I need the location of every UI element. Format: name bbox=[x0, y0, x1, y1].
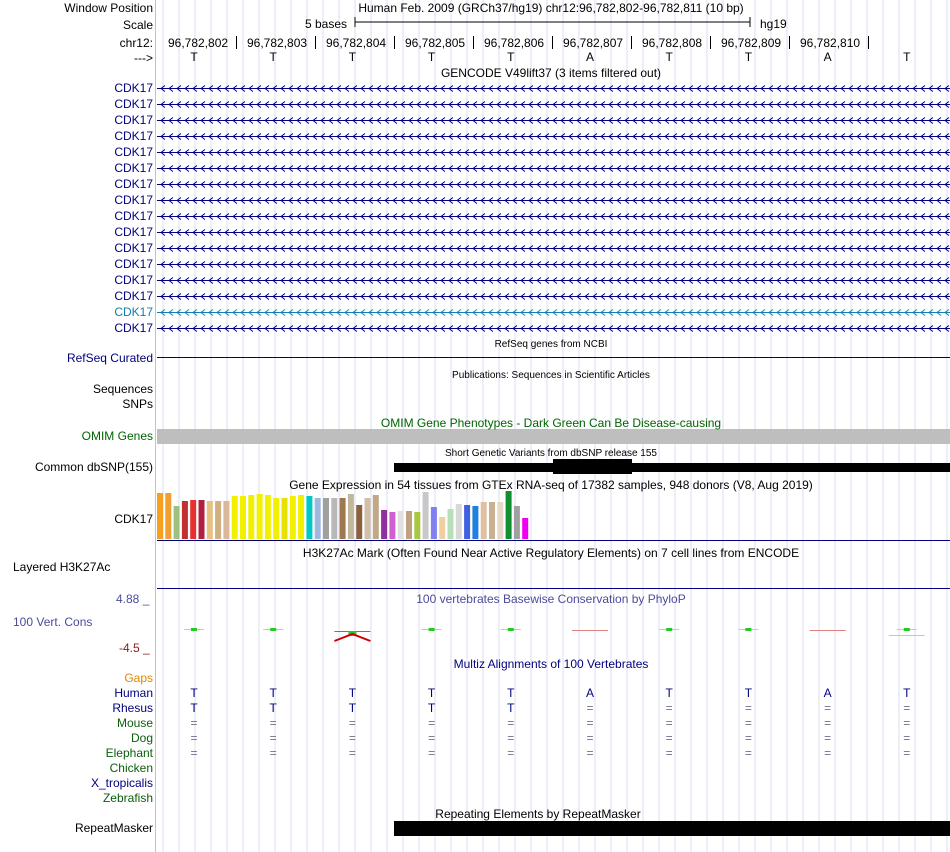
gtex-tissue-bar bbox=[182, 501, 188, 539]
multiz-base: = bbox=[586, 701, 594, 715]
cons-mark bbox=[191, 628, 197, 631]
multiz-base: = bbox=[824, 746, 832, 760]
multiz-base: = bbox=[269, 746, 277, 760]
gtex-tissue-bar bbox=[472, 506, 478, 539]
gencode-gene-label[interactable]: CDK17 bbox=[114, 225, 153, 239]
cons-max-label: 4.88 _ bbox=[116, 592, 150, 606]
gtex-tissue-bar bbox=[248, 495, 254, 539]
position-label: 96,782,802 bbox=[168, 36, 229, 50]
multiz-base: = bbox=[744, 716, 752, 730]
cons-mark bbox=[270, 628, 276, 631]
base-letter: T bbox=[665, 50, 673, 64]
refseq-track-title: RefSeq genes from NCBI bbox=[494, 339, 608, 350]
gtex-tissue-bar bbox=[257, 494, 263, 539]
multiz-base: = bbox=[269, 731, 277, 745]
strand-arrow-label: ---> bbox=[134, 51, 153, 65]
h3k27ac-track-title: H3K27Ac Mark (Often Found Near Active Regulatory Elements) on 7 cell lines from ENCODE bbox=[302, 546, 800, 560]
gtex-tissue-bar bbox=[165, 493, 171, 539]
gencode-gene-label[interactable]: CDK17 bbox=[114, 321, 153, 335]
gtex-tissue-bar bbox=[273, 498, 279, 539]
multiz-base: = bbox=[428, 746, 436, 760]
multiz-base: T bbox=[190, 701, 198, 715]
multiz-species-label[interactable]: Rhesus bbox=[112, 701, 153, 715]
gtex-tissue-bar bbox=[439, 517, 445, 539]
gtex-tissue-bar bbox=[356, 505, 362, 539]
repeatmasker-track-label[interactable]: RepeatMasker bbox=[74, 821, 153, 835]
base-letter: T bbox=[348, 50, 357, 64]
gtex-tissue-bar bbox=[514, 506, 520, 539]
omim-track-label[interactable]: OMIM Genes bbox=[81, 429, 153, 443]
position-label: 96,782,809 bbox=[721, 36, 782, 50]
gtex-tissue-bar bbox=[506, 491, 512, 539]
gencode-gene-label[interactable]: CDK17 bbox=[114, 81, 153, 95]
gencode-gene-label[interactable]: CDK17 bbox=[114, 177, 153, 191]
gencode-gene-label[interactable]: CDK17 bbox=[114, 305, 153, 319]
gencode-gene-label[interactable]: CDK17 bbox=[114, 113, 153, 127]
position-label: 96,782,804 bbox=[326, 36, 387, 50]
gtex-tissue-bar bbox=[464, 505, 470, 539]
multiz-base: A bbox=[585, 686, 595, 700]
gtex-tissue-bar bbox=[489, 502, 495, 539]
multiz-base: = bbox=[744, 701, 752, 715]
gtex-tissue-bar bbox=[232, 496, 238, 539]
chrom-label: chr12: bbox=[119, 36, 153, 50]
cons-min-label: -4.5 _ bbox=[119, 641, 150, 655]
gtex-tissue-bar bbox=[207, 501, 213, 539]
scale-text: 5 bases bbox=[305, 17, 348, 31]
position-label: 96,782,805 bbox=[405, 36, 466, 50]
dbsnp-track-title: Short Genetic Variants from dbSNP release 155 bbox=[445, 448, 657, 459]
multiz-species-label[interactable]: Dog bbox=[130, 731, 153, 745]
gtex-tissue-bar bbox=[398, 511, 404, 539]
dbsnp-track-label[interactable]: Common dbSNP(155) bbox=[34, 460, 153, 474]
gtex-tissue-bar bbox=[348, 494, 354, 539]
multiz-base: = bbox=[824, 701, 832, 715]
gtex-tissue-bar bbox=[157, 493, 163, 539]
gtex-tissue-bar bbox=[340, 498, 346, 539]
window-position-value: Human Feb. 2009 (GRCh37/hg19) chr12:96,782,802-96,782,811 (10 bp) bbox=[358, 1, 744, 15]
multiz-base: = bbox=[903, 731, 911, 745]
base-letter: T bbox=[744, 50, 753, 64]
position-label: 96,782,803 bbox=[247, 36, 308, 50]
gtex-tissue-bar bbox=[290, 496, 296, 539]
multiz-base: T bbox=[507, 701, 515, 715]
gtex-tissue-bar bbox=[431, 507, 437, 539]
gtex-tissue-bar bbox=[215, 501, 221, 539]
base-letter: T bbox=[507, 50, 515, 64]
multiz-base: T bbox=[269, 686, 277, 700]
multiz-species-label[interactable]: Human bbox=[114, 686, 153, 700]
gtex-tissue-bar bbox=[481, 502, 487, 539]
cons-track-label[interactable]: 100 Vert. Cons bbox=[13, 615, 93, 629]
gtex-tissue-bar bbox=[456, 504, 462, 539]
multiz-base: = bbox=[744, 731, 752, 745]
multiz-base: T bbox=[903, 686, 911, 700]
base-letter: T bbox=[427, 50, 436, 64]
gtex-tissue-bar bbox=[223, 501, 229, 539]
gtex-tissue-bar bbox=[323, 498, 329, 539]
multiz-track-title: Multiz Alignments of 100 Vertebrates bbox=[453, 657, 649, 671]
gtex-tissue-bar bbox=[414, 512, 420, 539]
multiz-base: = bbox=[428, 716, 436, 730]
multiz-base: T bbox=[348, 686, 357, 700]
multiz-base: = bbox=[665, 731, 673, 745]
multiz-base: = bbox=[665, 701, 673, 715]
gencode-gene-label[interactable]: CDK17 bbox=[114, 145, 153, 159]
multiz-base: A bbox=[823, 686, 832, 700]
gtex-track-title: Gene Expression in 54 tissues from GTEx RNA-seq of 17382 samples, 948 donors (V8, Aug 2019) bbox=[289, 478, 813, 492]
gtex-tissue-bar bbox=[298, 495, 304, 539]
multiz-base: = bbox=[824, 716, 832, 730]
cons-mark bbox=[904, 628, 910, 631]
base-letter: A bbox=[823, 50, 832, 64]
gtex-tissue-bar bbox=[423, 492, 429, 539]
gtex-tissue-bar bbox=[282, 498, 288, 539]
publications-sequences-label[interactable]: Sequences bbox=[92, 382, 153, 396]
multiz-base: = bbox=[190, 731, 198, 745]
dbsnp-variant-block bbox=[553, 459, 632, 474]
base-letter: T bbox=[269, 50, 277, 64]
publications-snps-label[interactable]: SNPs bbox=[122, 397, 153, 411]
multiz-base: = bbox=[348, 731, 356, 745]
cons-negative-mark bbox=[334, 634, 370, 641]
multiz-base: = bbox=[348, 746, 356, 760]
gtex-tissue-bar bbox=[365, 498, 371, 539]
gtex-tissue-bar bbox=[448, 509, 454, 539]
multiz-base: T bbox=[269, 701, 277, 715]
base-letter: T bbox=[903, 50, 911, 64]
h3k27ac-track-label[interactable]: Layered H3K27Ac bbox=[13, 560, 111, 574]
gtex-tissue-bar bbox=[406, 511, 412, 539]
base-letter: T bbox=[190, 50, 198, 64]
gtex-tissue-bar bbox=[389, 512, 395, 539]
multiz-base: = bbox=[428, 731, 436, 745]
scale-label: Scale bbox=[122, 18, 153, 32]
gencode-gene-label[interactable]: CDK17 bbox=[114, 193, 153, 207]
gtex-tissue-bar bbox=[240, 496, 246, 539]
gencode-gene-label[interactable]: CDK17 bbox=[114, 257, 153, 271]
multiz-species-label[interactable]: X_tropicalis bbox=[90, 776, 153, 790]
multiz-base: T bbox=[427, 701, 436, 715]
multiz-base: = bbox=[903, 701, 911, 715]
gtex-tissue-bar bbox=[381, 510, 387, 539]
gtex-tissue-bar bbox=[190, 500, 196, 539]
gencode-gene-label[interactable]: CDK17 bbox=[114, 289, 153, 303]
gtex-tissue-bar bbox=[265, 495, 271, 539]
gtex-track-label[interactable]: CDK17 bbox=[114, 512, 153, 526]
multiz-base: = bbox=[903, 746, 911, 760]
multiz-base: T bbox=[744, 686, 753, 700]
multiz-species-label[interactable]: Chicken bbox=[109, 761, 153, 775]
position-label: 96,782,808 bbox=[642, 36, 703, 50]
gencode-track-title: GENCODE V49lift37 (3 items filtered out) bbox=[440, 66, 662, 80]
multiz-base: = bbox=[903, 716, 911, 730]
position-label: 96,782,806 bbox=[484, 36, 545, 50]
gencode-gene-label[interactable]: CDK17 bbox=[114, 273, 153, 287]
multiz-species-label[interactable]: Gaps bbox=[124, 671, 153, 685]
multiz-species-label[interactable]: Zebrafish bbox=[102, 791, 153, 805]
position-label: 96,782,807 bbox=[563, 36, 624, 50]
gtex-tissue-bar bbox=[497, 502, 503, 539]
multiz-base: T bbox=[507, 686, 515, 700]
multiz-species-label[interactable]: Elephant bbox=[105, 746, 153, 760]
scale-db: hg19 bbox=[760, 17, 787, 31]
multiz-base: = bbox=[586, 731, 594, 745]
gencode-gene-label[interactable]: CDK17 bbox=[114, 161, 153, 175]
gtex-tissue-bar bbox=[373, 495, 379, 539]
gencode-gene-label[interactable]: CDK17 bbox=[114, 241, 153, 255]
omim-bar bbox=[157, 429, 950, 444]
multiz-base: = bbox=[665, 746, 673, 760]
multiz-base: T bbox=[190, 686, 198, 700]
cons-track-title: 100 vertebrates Basewise Conservation by PhyloP bbox=[416, 592, 686, 606]
cons-mark bbox=[508, 628, 514, 631]
multiz-base: = bbox=[507, 746, 515, 760]
gencode-gene-label[interactable]: CDK17 bbox=[114, 97, 153, 111]
multiz-base: = bbox=[507, 731, 515, 745]
omim-track-title: OMIM Gene Phenotypes - Dark Green Can Be Disease-causing bbox=[380, 416, 722, 430]
gtex-tissue-bar bbox=[174, 506, 180, 539]
multiz-base: = bbox=[744, 746, 752, 760]
multiz-base: = bbox=[348, 716, 356, 730]
multiz-base: = bbox=[665, 716, 673, 730]
multiz-base: T bbox=[665, 686, 673, 700]
gtex-tissue-bar bbox=[331, 498, 337, 539]
multiz-base: = bbox=[586, 746, 594, 760]
multiz-base: T bbox=[348, 701, 357, 715]
gtex-tissue-bar bbox=[522, 518, 528, 539]
publications-track-title: Publications: Sequences in Scientific Articles bbox=[452, 370, 650, 381]
position-label: 96,782,810 bbox=[800, 36, 861, 50]
cons-mark bbox=[429, 628, 435, 631]
multiz-base: = bbox=[507, 716, 515, 730]
gtex-tissue-bar bbox=[199, 500, 205, 539]
dbsnp-variant-bar bbox=[394, 463, 950, 472]
gtex-tissue-bar bbox=[315, 498, 321, 539]
gencode-gene-label[interactable]: CDK17 bbox=[114, 129, 153, 143]
multiz-base: T bbox=[427, 686, 436, 700]
cons-mark bbox=[745, 628, 751, 631]
gencode-gene-label[interactable]: CDK17 bbox=[114, 209, 153, 223]
multiz-base: = bbox=[586, 716, 594, 730]
cons-mark bbox=[666, 628, 672, 631]
base-letter: A bbox=[585, 50, 595, 64]
multiz-base: = bbox=[824, 731, 832, 745]
multiz-base: = bbox=[190, 746, 198, 760]
multiz-base: = bbox=[269, 716, 277, 730]
gtex-tissue-bar bbox=[306, 496, 312, 539]
refseq-track-label[interactable]: RefSeq Curated bbox=[66, 351, 153, 365]
window-position-label: Window Position bbox=[64, 1, 153, 15]
repeatmasker-track-title: Repeating Elements by RepeatMasker bbox=[435, 807, 641, 821]
multiz-base: = bbox=[190, 716, 198, 730]
repeatmasker-bar bbox=[394, 821, 950, 836]
multiz-species-label[interactable]: Mouse bbox=[116, 716, 153, 730]
